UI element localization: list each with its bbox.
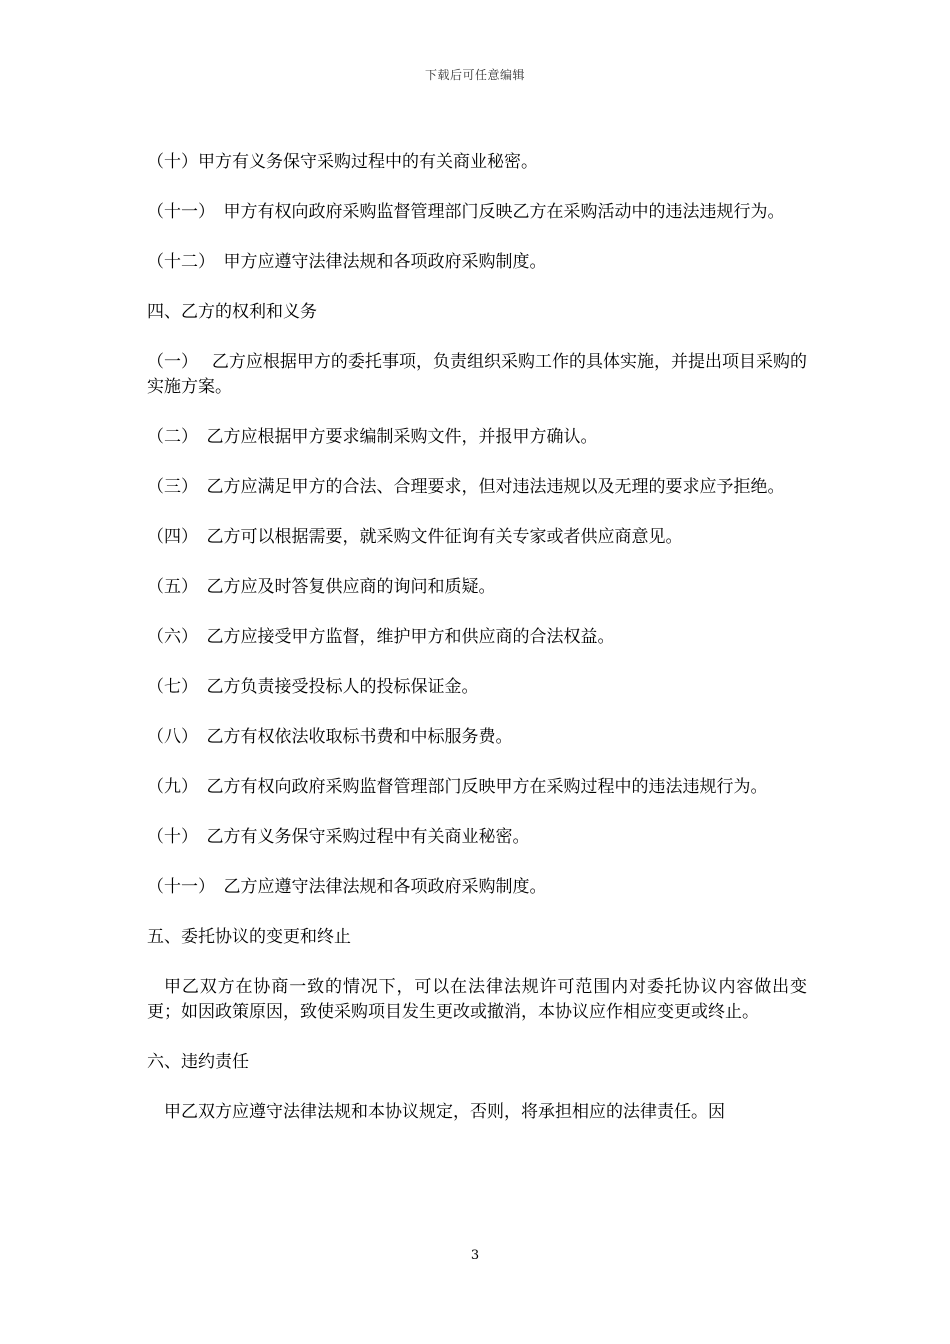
clause-yi-1: （一） 乙方应根据甲方的委托事项，负责组织采购工作的具体实施，并提出项目采购的实施方案。 bbox=[147, 352, 807, 397]
clause-jia-10: （十）甲方有义务保守采购过程中的有关商业秘密。 bbox=[147, 152, 538, 172]
clause-yi-6: （六） 乙方应接受甲方监督，维护甲方和供应商的合法权益。 bbox=[147, 627, 615, 647]
document-body bbox=[147, 150, 807, 1150]
clause-yi-10: （十） 乙方有义务保守采购过程中有关商业秘密。 bbox=[147, 827, 530, 847]
clause-yi-9: （九） 乙方有权向政府采购监督管理部门反映甲方在采购过程中的违法违规行为。 bbox=[147, 777, 768, 797]
clause-yi-3: （三） 乙方应满足甲方的合法、合理要求，但对违法违规以及无理的要求应予拒绝。 bbox=[147, 477, 785, 497]
section-5-body: 甲乙双方在协商一致的情况下，可以在法律法规许可范围内对委托协议内容做出变更；如因政策原因，致使采购项目发生更改或撤消，本协议应作相应变更或终止。 bbox=[147, 977, 807, 1022]
clause-yi-4: （四） 乙方可以根据需要，就采购文件征询有关专家或者供应商意见。 bbox=[147, 527, 683, 547]
page-number: 3 bbox=[470, 1248, 480, 1263]
section-heading-4: 四、乙方的权利和义务 bbox=[147, 302, 317, 322]
section-heading-6: 六、违约责任 bbox=[147, 1052, 249, 1072]
section-6-body: 甲乙双方应遵守法律法规和本协议规定，否则，将承担相应的法律责任。因 bbox=[164, 1102, 725, 1122]
clause-yi-11: （十一） 乙方应遵守法律法规和各项政府采购制度。 bbox=[147, 877, 547, 897]
clause-yi-2: （二） 乙方应根据甲方要求编制采购文件，并报甲方确认。 bbox=[147, 427, 598, 447]
section-heading-5: 五、委托协议的变更和终止 bbox=[147, 927, 351, 947]
clause-yi-5: （五） 乙方应及时答复供应商的询问和质疑。 bbox=[147, 577, 496, 597]
clause-yi-8: （八） 乙方有权依法收取标书费和中标服务费。 bbox=[147, 727, 513, 747]
clause-yi-7: （七） 乙方负责接受投标人的投标保证金。 bbox=[147, 677, 479, 697]
clause-jia-12: （十二） 甲方应遵守法律法规和各项政府采购制度。 bbox=[147, 252, 547, 272]
clause-jia-11: （十一） 甲方有权向政府采购监督管理部门反映乙方在采购活动中的违法违规行为。 bbox=[147, 202, 785, 222]
page-header: 下载后可任意编辑 bbox=[424, 68, 525, 82]
